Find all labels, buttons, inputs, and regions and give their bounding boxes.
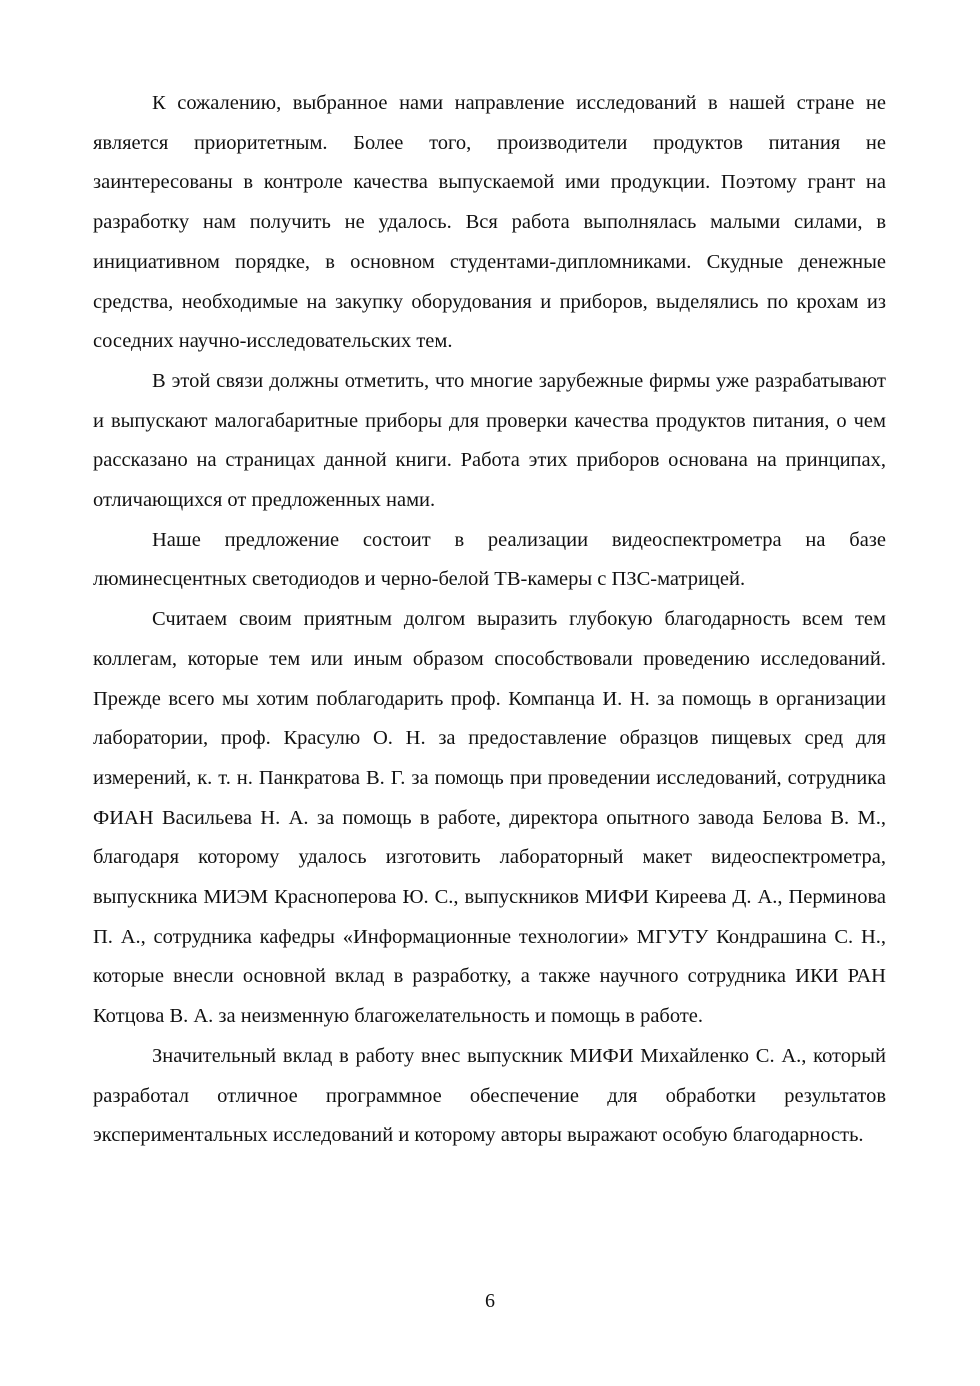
paragraph-priority: К сожалению, выбранное нами направление исследований в нашей стране не является приоритетным. Более того, производители продуктов питания не заинтересованы в контроле качества выпускаемой ими продукции. Поэтому грант на разработку нам получить не удалось. Вся работа выполнялась малыми силами, в инициативном порядке, в основном студентами-дипломниками. Скудные денежные средства, необходимые на закупку оборудования и приборов, выделялись по крохам из соседних научно-исследовательских тем. xyxy=(93,92,886,353)
paragraph-foreign-firms: В этой связи должны отметить, что многие зарубежные фирмы уже разрабатывают и выпускают малогабаритные приборы для проверки качества продуктов питания, о чем рассказано на страницах данной книги. Работа этих приборов основана на принципах, отличающихся от предложенных нами. xyxy=(93,369,886,512)
page-number: 6 xyxy=(485,1290,495,1312)
paragraph-proposal: Наше предложение состоит в реализации видеоспектрометра на базе люминесцентных светодиодов и черно-белой ТВ-камеры с ПЗС-матрицей. xyxy=(93,528,886,591)
document-page xyxy=(93,84,886,1156)
paragraph-acknowledgements: Считаем своим приятным долгом выразить глубокую благодарность всем тем коллегам, которые тем или иным образом способствовали проведению исследований. Прежде всего мы хотим поблагодарить проф. Компанца И. Н. за помощь в организации лаборатории, проф. Красулю О. Н. за предоставление образцов пищевых сред для измерений, к. т. н. Панкратова В. Г. за помощь при проведении исследований, сотрудника ФИАН Васильева Н. А. за помощь в работе, директора опытного завода Белова В. М., благодаря которому удалось изготовить лабораторный макет видеоспектрометра, выпускника МИЭМ Красноперова Ю. С., выпускников МИФИ Киреева Д. А., Перминова П. А., сотрудника кафедры «Информационные технологии» МГУТУ Кондрашина С. Н., которые внесли основной вклад в разработку, а также научного сотрудника ИКИ РАН Котцова В. А. за неизменную благожелательность и помощь в работе. xyxy=(93,608,886,1028)
paragraph-software-contribution: Значительный вклад в работу внес выпускник МИФИ Михайленко С. А., который разработал отличное программное обеспечение для обработки результатов экспериментальных исследований и которому авторы выражают особую благодарность. xyxy=(93,1044,886,1147)
